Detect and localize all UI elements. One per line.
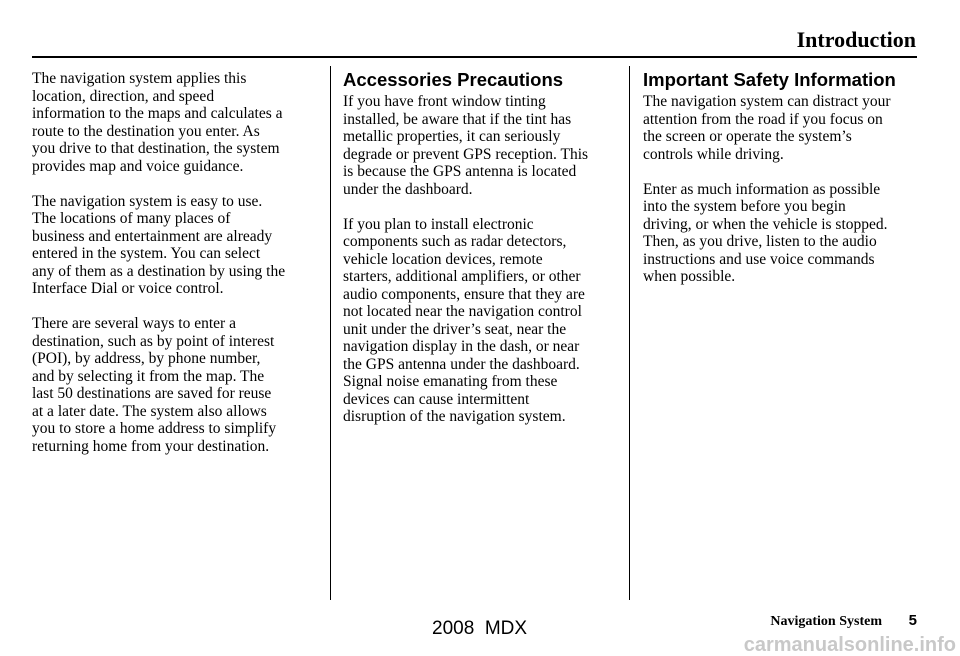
paragraph: Enter as much information as possible into the system before you begin driving, or when the vehicle is stopped. Then, as you drive, listen to the audio instructions and use voice commands when possible. bbox=[643, 180, 888, 285]
section-heading: Important Safety Information bbox=[643, 69, 896, 90]
column-divider bbox=[330, 66, 331, 600]
column-safety-information bbox=[643, 70, 927, 303]
paragraph: The navigation system is easy to use. The locations of many places of business and entertainment are already entered in the system. You can select any of them as a destination by using the Interface Dial or voice control. bbox=[32, 192, 286, 297]
header-rule bbox=[32, 56, 917, 58]
paragraph: The navigation system can distract your attention from the road if you focus on the screen or operate the system’s controls while driving. bbox=[643, 93, 891, 163]
model-label: 2008 MDX bbox=[432, 618, 528, 639]
watermark[interactable]: carmanualsonline.info bbox=[743, 634, 956, 656]
paragraph: If you plan to install electronic components such as radar detectors, vehicle location devices, remote starters, additional amplifiers, or other audio components, ensure that they are not located near the navigation control unit under the driver’s seat, near the navigation display in the dash, or near the GPS antenna under the dashboard. Signal noise emanating from these devices can cause intermittent disruption of the navigation system. bbox=[343, 215, 585, 425]
paragraph: The navigation system applies this location, direction, and speed information to the maps and calculates a route to the destination you enter. As you drive to that destination, the system provides map and voice guidance. bbox=[32, 70, 283, 175]
footer-section-label: Navigation System bbox=[770, 614, 882, 629]
column-divider bbox=[629, 66, 630, 600]
paragraph: If you have front window tinting installed, be aware that if the tint has metallic properties, it can seriously degrade or prevent GPS reception. This is because the GPS antenna is located under the dashboard. bbox=[343, 93, 589, 198]
page-number: 5 bbox=[908, 612, 917, 629]
section-heading: Accessories Precautions bbox=[343, 69, 564, 90]
column-accessories-precautions bbox=[343, 70, 627, 443]
page-title: Introduction bbox=[796, 27, 916, 52]
paragraph: There are several ways to enter a destination, such as by point of interest (POI), by address, by phone number, and by selecting it from the map. The last 50 destinations are saved for reuse at a later date. The system also allows you to store a home address to simplify returning home from your destination. bbox=[32, 315, 277, 455]
column-intro bbox=[32, 70, 316, 473]
